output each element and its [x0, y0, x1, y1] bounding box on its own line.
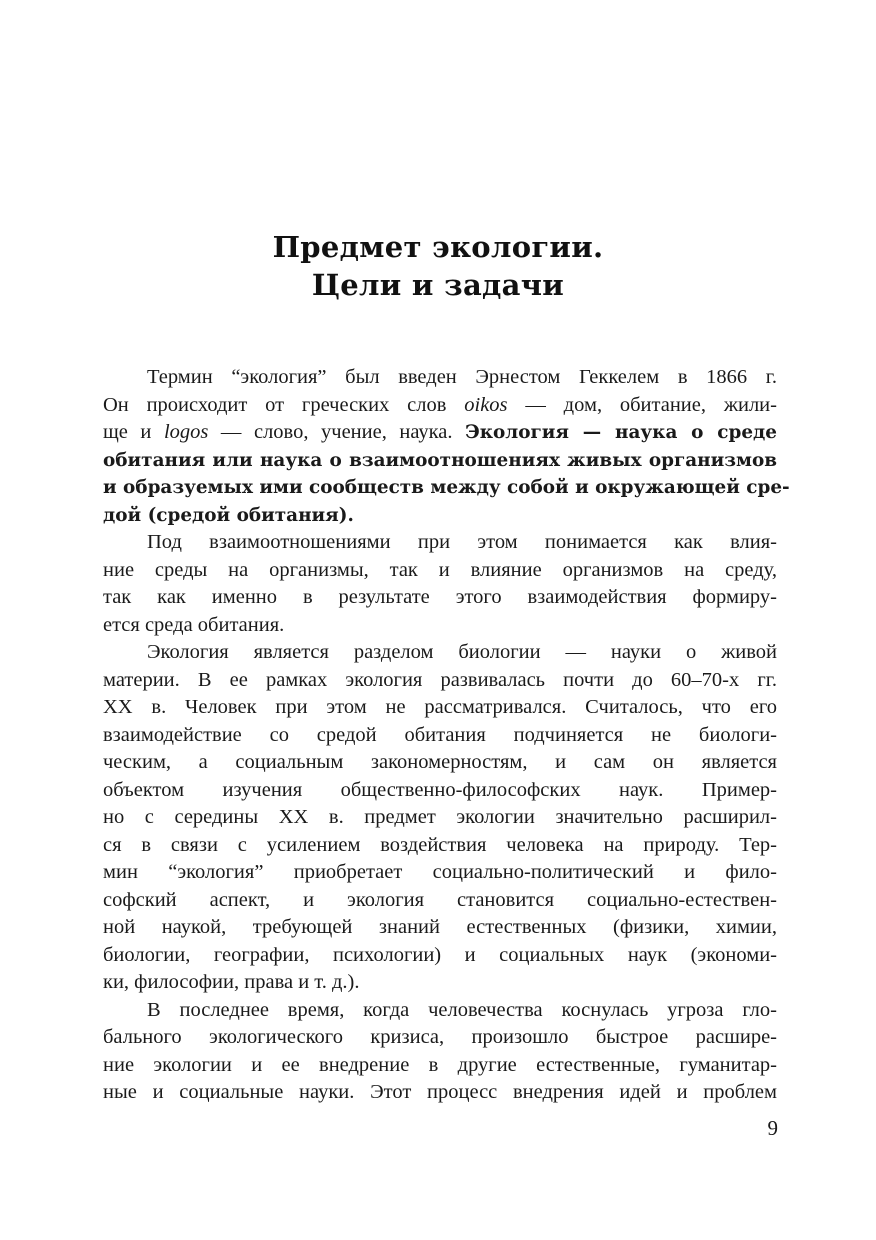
text-run: софский аспект, и экология становится социально-естествен- [103, 888, 777, 911]
text-run: ческим, а социальным закономерностям, и сам он является [103, 751, 777, 773]
text-line [103, 997, 777, 1025]
page-title [0, 228, 876, 304]
text-run: так как именно в результате этого взаимодействия формиру- [103, 586, 777, 608]
paragraph [103, 529, 777, 639]
page-title-line-1: Предмет экологии. [272, 230, 604, 264]
text-line [103, 749, 777, 777]
text-run: ется среда обитания. [103, 613, 285, 636]
text-line [103, 694, 777, 722]
text-run: биологии, географии, психологии) и социальных наук (экономи- [103, 943, 777, 966]
text-run: ние экологии и ее внедрение в другие естественные, гуманитар- [103, 1053, 777, 1076]
text-line [103, 777, 777, 805]
text-line [103, 722, 777, 750]
text-line [103, 859, 777, 887]
paragraph [103, 639, 777, 997]
text-run: но с середины XX в. предмет экологии значительно расширил- [103, 806, 777, 828]
text-run: ки, философии, права и т. д.). [103, 971, 360, 993]
text-line [103, 1079, 777, 1107]
bold-text: обитания или наука о взаимоотношениях живых организмов [103, 449, 777, 471]
text-run: материи. В ее рамках экология развивалась почти до 60–70-х гг. [103, 668, 777, 691]
paragraph [103, 997, 777, 1107]
text-run: — дом, обитание, жили- [507, 393, 777, 416]
text-run: ся в связи с усилением воздействия человека на природу. Тер- [103, 833, 777, 856]
text-run: Он происходит от греческих слов [103, 393, 465, 416]
bold-text: и образуемых ими сообществ между собой и окружающей сре- [103, 477, 790, 498]
text-run: ные и социальные науки. Этот процесс внедрения идей и проблем [103, 1081, 777, 1103]
page-title-line-2: Цели и задачи [311, 268, 565, 302]
bold-text: Экология — наука о среде [465, 422, 777, 443]
text-line [103, 584, 777, 612]
text-line [103, 942, 777, 970]
text-line [103, 1024, 777, 1052]
body-text [103, 364, 790, 1107]
text-run: Экология является разделом биологии — науки о живой [147, 641, 777, 663]
text-line [103, 529, 777, 557]
text-line [103, 667, 777, 695]
text-run: объектом изучения общественно-философских наук. Пример- [103, 778, 777, 801]
text-run: ние среды на организмы, так и влияние организмов на среду, [103, 558, 777, 581]
text-line [103, 447, 777, 475]
text-run: Термин “экология” был введен Эрнестом Геккелем в 1866 г. [147, 366, 777, 388]
text-line [103, 887, 777, 915]
text-line [103, 502, 777, 530]
text-line [103, 392, 777, 420]
text-line [103, 557, 777, 585]
page-number: 9 [767, 1116, 778, 1140]
text-line [103, 1052, 777, 1080]
text-line [103, 804, 777, 832]
text-line [103, 832, 777, 860]
text-run: ще и [103, 421, 164, 443]
text-run: В последнее время, когда человечества коснулась угроза гло- [147, 998, 777, 1021]
text-line [103, 639, 777, 667]
text-run: ной наукой, требующей знаний естественных (физики, химии, [103, 916, 777, 938]
text-run: мин “экология” приобретает социально-политический и фило- [103, 861, 777, 883]
text-line [103, 364, 777, 392]
text-line [103, 419, 777, 447]
text-run: Под взаимоотношениями при этом понимается как влия- [147, 531, 777, 553]
italic-term: logos [163, 421, 209, 443]
text-run: взаимодействие со средой обитания подчиняется не биологи- [103, 723, 777, 746]
text-line [103, 612, 777, 640]
text-run: бального экологического кризиса, произошло быстрое расшире- [103, 1026, 777, 1048]
text-line [103, 474, 790, 502]
italic-term: oikos [464, 393, 508, 416]
paragraph [103, 364, 790, 529]
text-run: — слово, учение, наука. [208, 421, 466, 443]
text-run: XX в. Человек при этом не рассматривался. Считалось, что его [103, 696, 777, 718]
text-line [103, 914, 777, 942]
text-line [103, 969, 777, 997]
bold-text: дой (средой обитания). [103, 504, 354, 526]
